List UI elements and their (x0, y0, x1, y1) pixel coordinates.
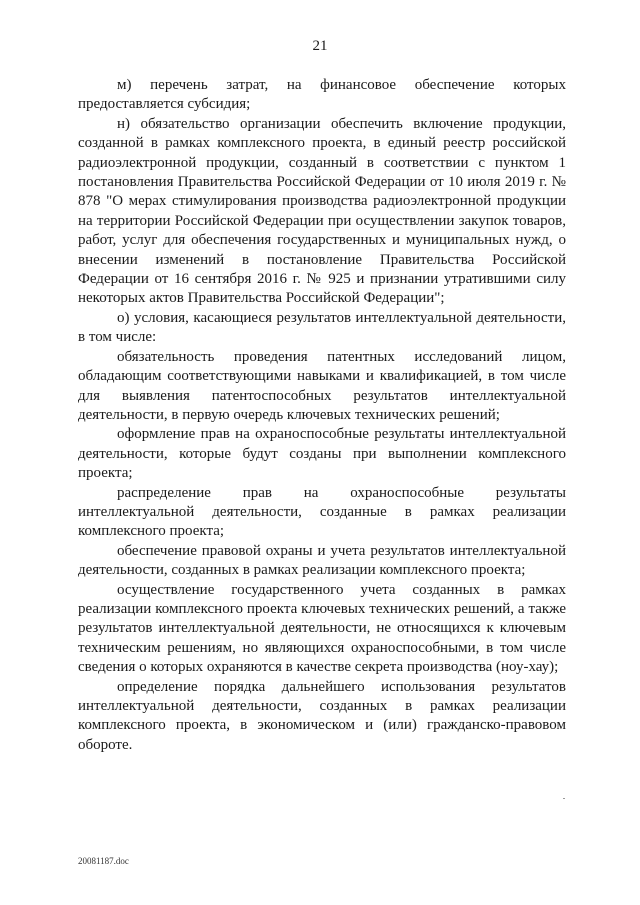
paragraph-m: м) перечень затрат, на финансовое обеспечение которых предоставляется субсидия; (78, 77, 566, 113)
page-number: 21 (312, 38, 328, 54)
scan-artifact-dot (563, 798, 565, 799)
paragraph-n: н) обязательство организации обеспечить включение продукции, созданной в рамках комплексного проекта, в единый реестр российской радиоэлектронной продукции, созданный в соответствии с пунктом 1 постановления Правительства Российской Федерации от 10 июля 2019 г. № 878 "О мерах стимулирования производства радиоэлектронной продукции на территории Российской Федерации при осуществлении закупок товаров, работ, услуг для обеспечения государственных и муниципальных нужд, о внесении изменений в постановление Правительства Российской Федерации от 16 сентября 2016 г. № 925 и признании утратившими силу некоторых актов Правительства Российской Федерации"; (78, 115, 566, 307)
document-body (78, 76, 566, 755)
paragraph-legal-protection: обеспечение правовой охраны и учета результатов интеллектуальной деятельности, созданных в рамках реализации комплексного проекта; (78, 542, 566, 579)
paragraph-rights-distribution: распределение прав на охраноспособные результаты интеллектуальной деятельности, созданные в рамках реализации комплексного проекта; (78, 484, 566, 540)
footer-filename: 20081187.doc (78, 856, 129, 866)
paragraph-o: о) условия, касающиеся результатов интеллектуальной деятельности, в том числе: (78, 309, 566, 346)
paragraph-patent-research: обязательность проведения патентных исследований лицом, обладающим соответствующими навыками и квалификацией, в том числе для выявления патентоспособных результатов интеллектуальной деятельности, в первую очередь ключевых технических решений; (78, 348, 566, 423)
paragraph-rights-registration: оформление прав на охраноспособные результаты интеллектуальной деятельности, которые будут созданы при выполнении комплексного проекта; (78, 426, 566, 482)
paragraph-further-use: определение порядка дальнейшего использования результатов интеллектуальной деятельности, созданных в рамках реализации комплексного проекта, в экономическом и (или) гражданско-правовом обороте. (78, 678, 566, 753)
paragraph-state-accounting: осуществление государственного учета созданных в рамках реализации комплексного проекта ключевых технических решений, а также результатов интеллектуальной деятельности, не относящихся к ключевым техническим решениям, но являющихся охраноспособными, в том числе сведения о которых охраняются в качестве секрета производства (ноу-хау); (78, 581, 566, 676)
